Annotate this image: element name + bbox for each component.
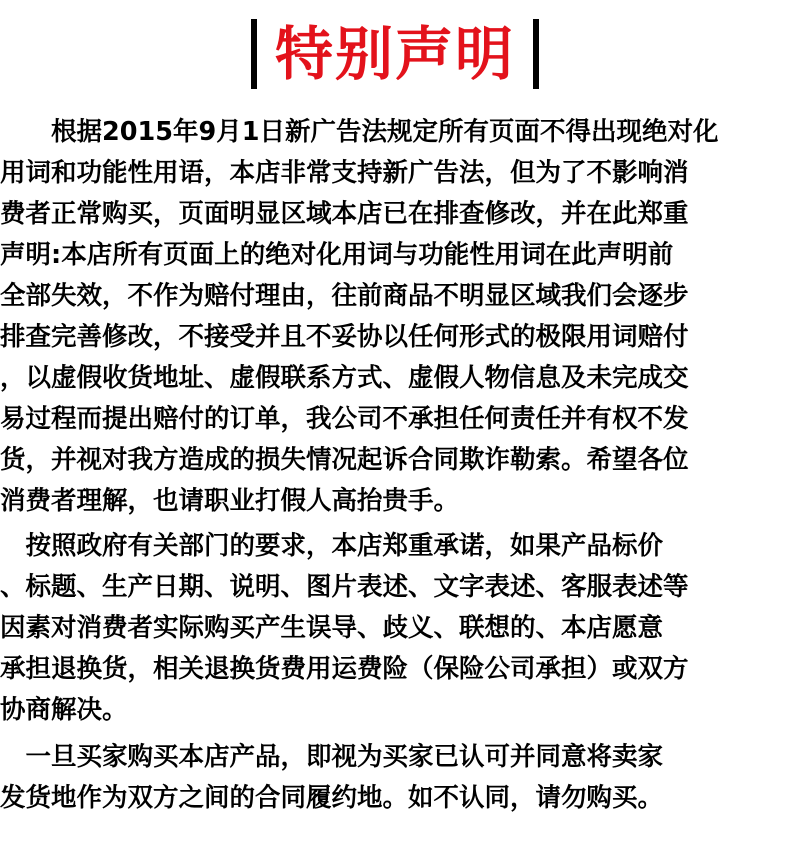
text-line: 根据2015年9月1日新广告法规定所有页面不得出现绝对化	[0, 117, 719, 147]
text-line: 协商解决。	[0, 695, 128, 725]
text-line: 声明:本店所有页面上的绝对化用词与功能性用词在此声明前	[0, 240, 674, 270]
text-line: 全部失效，不作为赔付理由，往前商品不明显区域我们会逐步	[0, 281, 689, 311]
text-line: 排查完善修改，不接受并且不妥协以任何形式的极限用词赔付	[0, 322, 689, 352]
text-line: 一旦买家购买本店产品，即视为买家已认可并同意将卖家	[0, 742, 664, 772]
text-line: 、标题、生产日期、说明、图片表述、文字表述、客服表述等	[0, 572, 689, 602]
text-line: 按照政府有关部门的要求，本店郑重承诺，如果产品标价	[0, 531, 664, 561]
statement-body	[0, 112, 790, 819]
paragraph-1	[0, 112, 790, 522]
title-area	[0, 12, 790, 96]
text-line: 货，并视对我方造成的损失情况起诉合同欺诈勒索。希望各位	[0, 445, 689, 475]
text-line: ，以虚假收货地址、虚假联系方式、虚假人物信息及未完成交	[0, 363, 689, 393]
text-line: 发货地作为双方之间的合同履约地。如不认同，请勿购买。	[0, 783, 664, 813]
text-line: 消费者理解，也请职业打假人高抬贵手。	[0, 486, 460, 516]
paragraph-2	[0, 526, 790, 731]
text-line: 承担退换货，相关退换货费用运费险（保险公司承担）或双方	[0, 654, 689, 684]
text-line: 费者正常购买，页面明显区域本店已在排查修改，并在此郑重	[0, 199, 689, 229]
text-line: 因素对消费者实际购买产生误导、歧义、联想的、本店愿意	[0, 613, 664, 643]
title-left-bar	[251, 19, 257, 89]
paragraph-3	[0, 737, 790, 819]
page-title: 特别声明	[274, 20, 515, 88]
title-right-bar	[533, 19, 539, 89]
text-line: 用词和功能性用语，本店非常支持新广告法，但为了不影响消	[0, 158, 689, 188]
text-line: 易过程而提出赔付的订单，我公司不承担任何责任并有权不发	[0, 404, 689, 434]
